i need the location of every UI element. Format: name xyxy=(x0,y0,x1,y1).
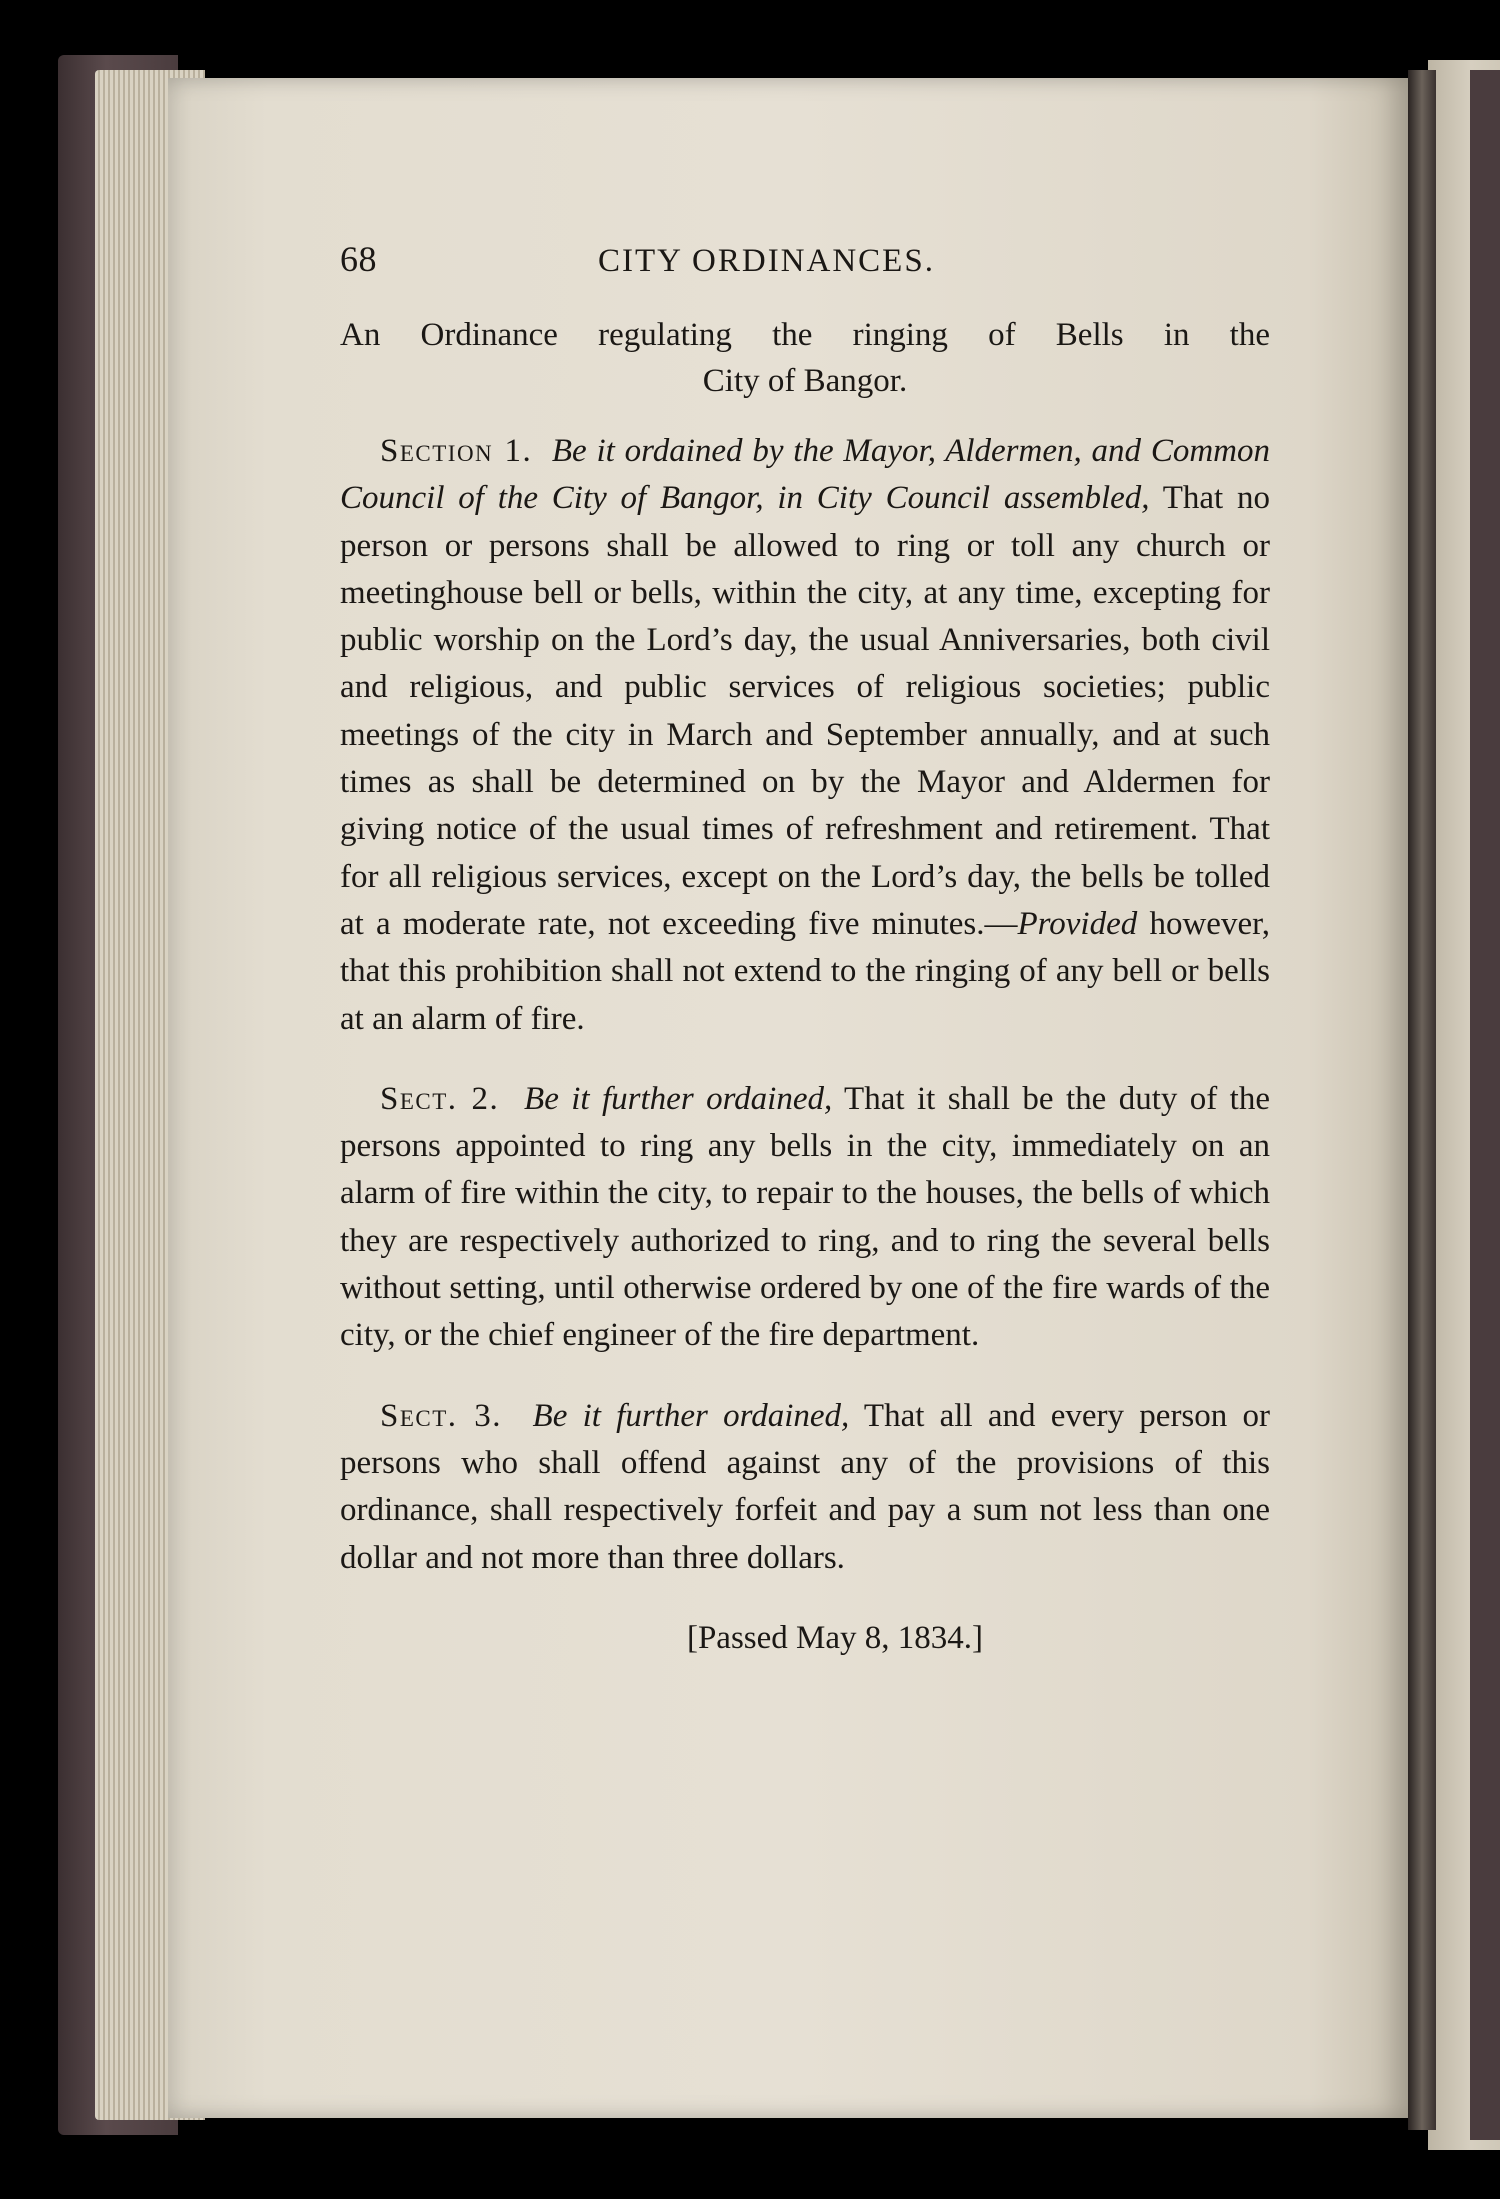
ordinance-title-line-2: City of Bangor. xyxy=(702,363,908,399)
section-1-enacting-clause: Be it ordained by the Mayor, Aldermen, and Common Council of the City of Bangor, in City Council assembled, xyxy=(340,433,1271,517)
page-number: 68 xyxy=(340,239,377,279)
section-2 xyxy=(340,1076,1270,1360)
section-1-body-continued: however, that this prohibition shall not extend to the ringing of any bell or bells at an alarm of fire. xyxy=(340,905,1271,1037)
section-3-enacting-clause: Be it further ordained, xyxy=(532,1397,850,1434)
page-gutter xyxy=(1408,70,1436,2130)
section-3-body: That all and every person or persons who shall offend against any of the provisions of this ordinance, shall respectively forfeit and pay a sum not less than one dollar and not more than three dollars. xyxy=(340,1397,1271,1576)
running-head xyxy=(340,238,1270,288)
section-2-body: That it shall be the duty of the persons appointed to ring any bells in the city, immediately on an alarm of fire within the city, to repair to the houses, the bells of which they are respectively authorized to ring, and to ring the several bells without setting, until otherwise ordered by one of the fire wards of the city, or the chief engineer of the fire department. xyxy=(340,1080,1270,1354)
section-1-body: That no person or persons shall be allowed to ring or toll any church or meetinghouse bell or bells, within the city, at any time, excepting for public worship on the Lord’s day, the usual Anniversaries, both civil and religious, and public services of religious societies; public meetings of the city in March and September annually, and at such times as shall be determined on by the Mayor and Aldermen for giving notice of the usual times of refreshment and retirement. That for all religious services, except on the Lord’s day, the bells be tolled at a moderate rate, not exceeding five minutes.— xyxy=(340,480,1270,942)
passed-date: [Passed May 8, 1834.] xyxy=(686,1619,984,1656)
page-text xyxy=(340,238,1270,1662)
section-2-enacting-clause: Be it further ordained, xyxy=(524,1080,833,1117)
section-2-label: Sect. 2. xyxy=(380,1080,500,1117)
book-cover-right xyxy=(1470,70,1500,2140)
section-1 xyxy=(340,428,1270,1043)
ordinance-title xyxy=(340,312,1270,404)
running-title: CITY ORDINANCES. xyxy=(598,243,935,279)
ordinance-title-line-1: An Ordinance regulating the ringing of Bells in the xyxy=(340,317,1270,353)
section-3 xyxy=(340,1393,1270,1582)
section-1-proviso: Provided xyxy=(1017,905,1138,942)
section-3-label: Sect. 3. xyxy=(380,1397,503,1434)
section-1-label: Section 1. xyxy=(380,433,533,469)
